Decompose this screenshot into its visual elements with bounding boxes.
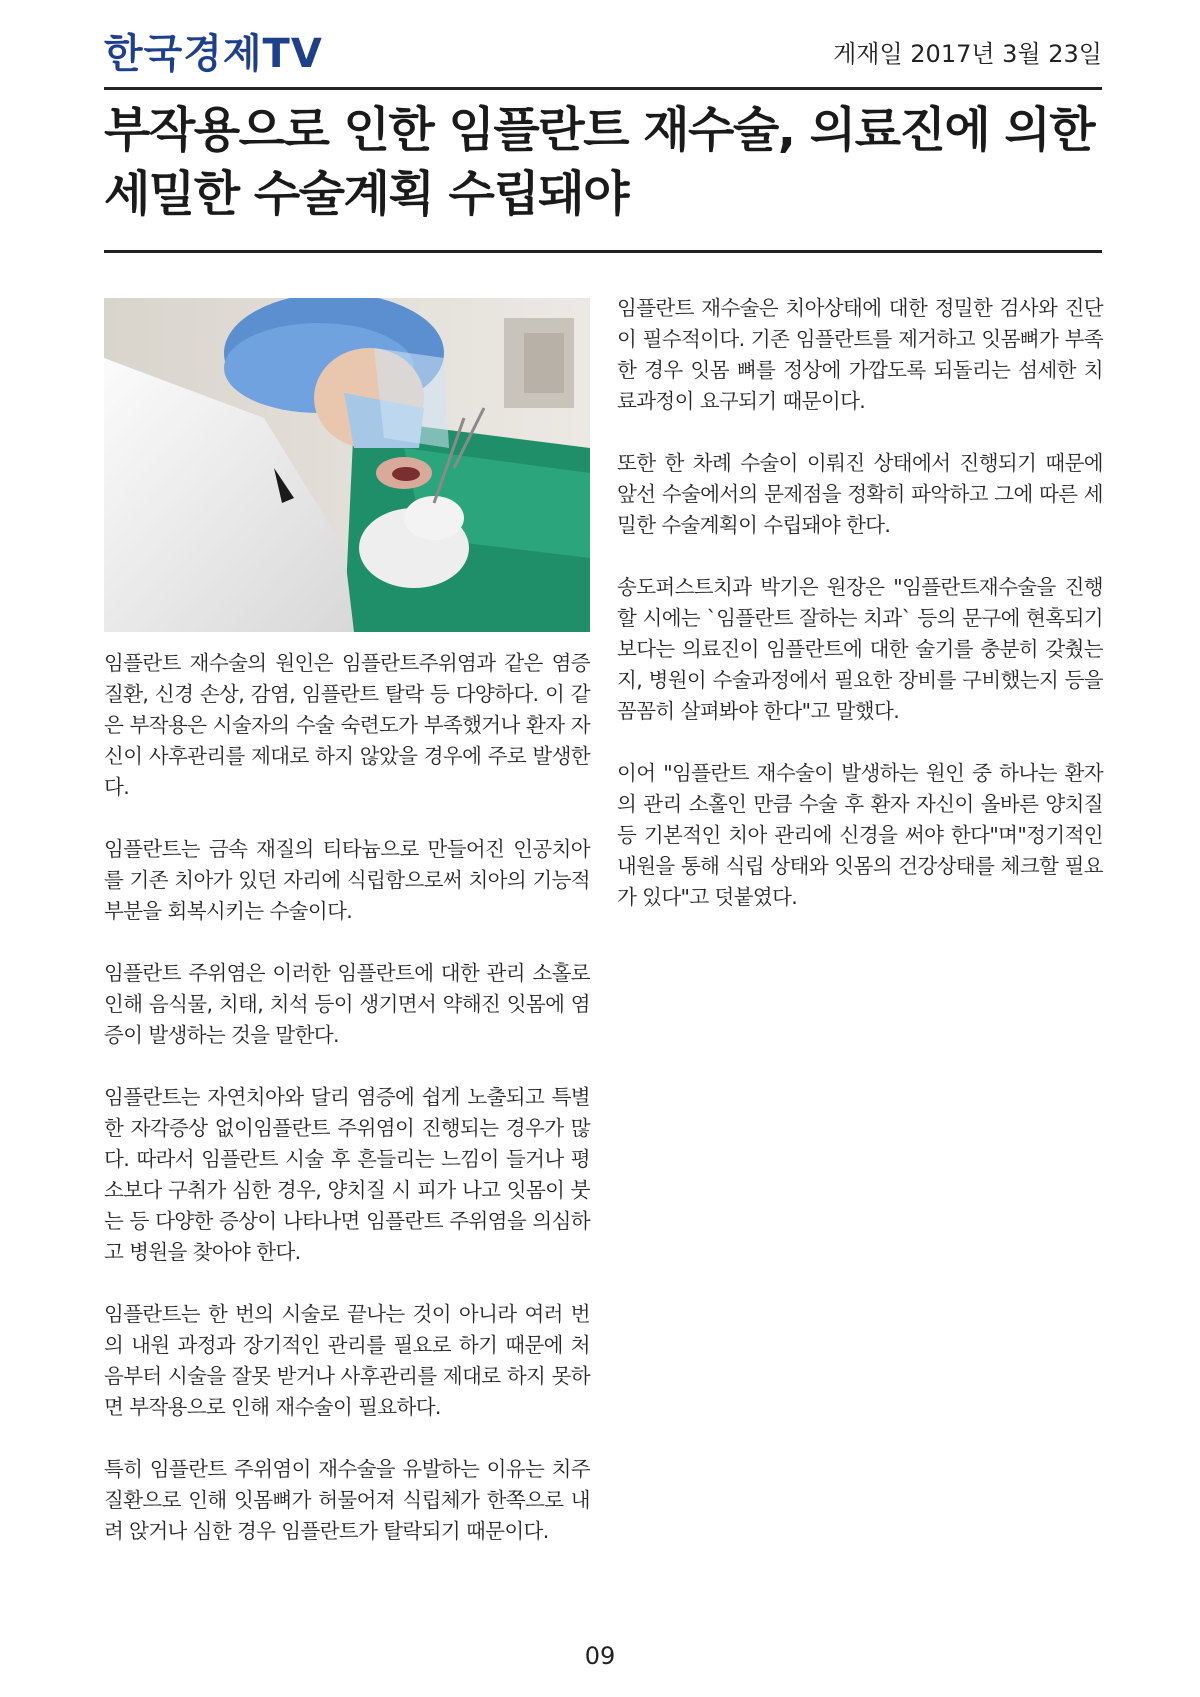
article-paragraph: 또한 한 차례 수술이 이뤄진 상태에서 진행되기 때문에 앞선 수술에서의 문제점을 정확히 파악하고 그에 따른 세밀한 수술계획이 수립돼야 한다. — [617, 451, 1103, 537]
article-paragraph: 특히 임플란트 주위염이 재수술을 유발하는 이유는 치주질환으로 인해 잇몸뼈가 허물어져 식립체가 한쪽으로 내려 앉거나 심한 경우 임플란트가 탈락되기 때문이다. — [104, 1457, 590, 1543]
article-right-column — [617, 293, 1103, 944]
article-photo — [104, 298, 590, 632]
article-paragraph: 임플란트는 금속 재질의 티타늄으로 만들어진 인공치아를 기존 치아가 있던 자리에 식립함으로써 치아의 기능적 부분을 회복시키는 수술이다. — [104, 837, 590, 923]
headline-top-rule — [104, 87, 1102, 90]
headline-bottom-rule — [104, 250, 1102, 253]
publication-date: 게재일 2017년 3월 23일 — [833, 40, 1102, 68]
article-paragraph: 이어 "임플란트 재수술이 발생하는 원인 중 하나는 환자의 관리 소홀인 만큼 수술 후 환자 자신이 올바른 양치질 등 기본적인 치아 관리에 신경을 써야 한다"며"정기적인 내원을 통해 식립 상태와 잇몸의 건강상태를 체크할 필요가 있다"고 덧붙였다. — [617, 761, 1103, 909]
dental-surgery-photo-icon — [104, 298, 590, 632]
article-paragraph: 송도퍼스트치과 박기은 원장은 "임플란트재수술을 진행할 시에는 `임플란트 잘하는 치과` 등의 문구에 현혹되기보다는 의료진이 임플란트에 대한 술기를 충분히 갖췄는지, 병원이 수술과정에서 필요한 장비를 구비했는지 등을 꼼꼼히 살펴봐야 한다"고 말했다. — [617, 575, 1103, 723]
article-paragraph: 임플란트 재수술은 치아상태에 대한 정밀한 검사와 진단이 필수적이다. 기존 임플란트를 제거하고 잇몸뼈가 부족한 경우 잇몸 뼈를 정상에 가깝도록 되돌리는 섬세한 치료과정이 요구되기 때문이다. — [617, 296, 1103, 413]
article-paragraph: 임플란트는 한 번의 시술로 끝나는 것이 아니라 여러 번의 내원 과정과 장기적인 관리를 필요로 하기 때문에 처음부터 시술을 잘못 받거나 사후관리를 제대로 하지 못하면 부작용으로 인해 재수술이 필요하다. — [104, 1302, 590, 1419]
article-headline: 부작용으로 인한 임플란트 재수술, 의료진에 의한 세밀한 수술계획 수립돼야 — [104, 102, 1095, 222]
article-left-column — [104, 648, 590, 1578]
article-paragraph: 임플란트 주위염은 이러한 임플란트에 대한 관리 소홀로 인해 음식물, 치태, 치석 등이 생기면서 약해진 잇몸에 염증이 발생하는 것을 말한다. — [104, 961, 590, 1047]
article-paragraph: 임플란트 재수술의 원인은 임플란트주위염과 같은 염증질환, 신경 손상, 감염, 임플란트 탈락 등 다양하다. 이 같은 부작용은 시술자의 수술 숙련도가 부족했거나 환자 자신이 사후관리를 제대로 하지 않았을 경우에 주로 발생한다. — [104, 651, 590, 799]
article-paragraph: 임플란트는 자연치아와 달리 염증에 쉽게 노출되고 특별한 자각증상 없이임플란트 주위염이 진행되는 경우가 많다. 따라서 임플란트 시술 후 흔들리는 느낌이 들거나 평소보다 구취가 심한 경우, 양치질 시 피가 나고 잇몸이 붓는 등 다양한 증상이 나타나면 임플란트 주위염을 의심하고 병원을 찾아야 한다. — [104, 1085, 590, 1264]
page-number: 09 — [584, 1642, 616, 1670]
publication-logo: 한국경제TV — [104, 31, 323, 77]
masthead — [104, 28, 1102, 80]
